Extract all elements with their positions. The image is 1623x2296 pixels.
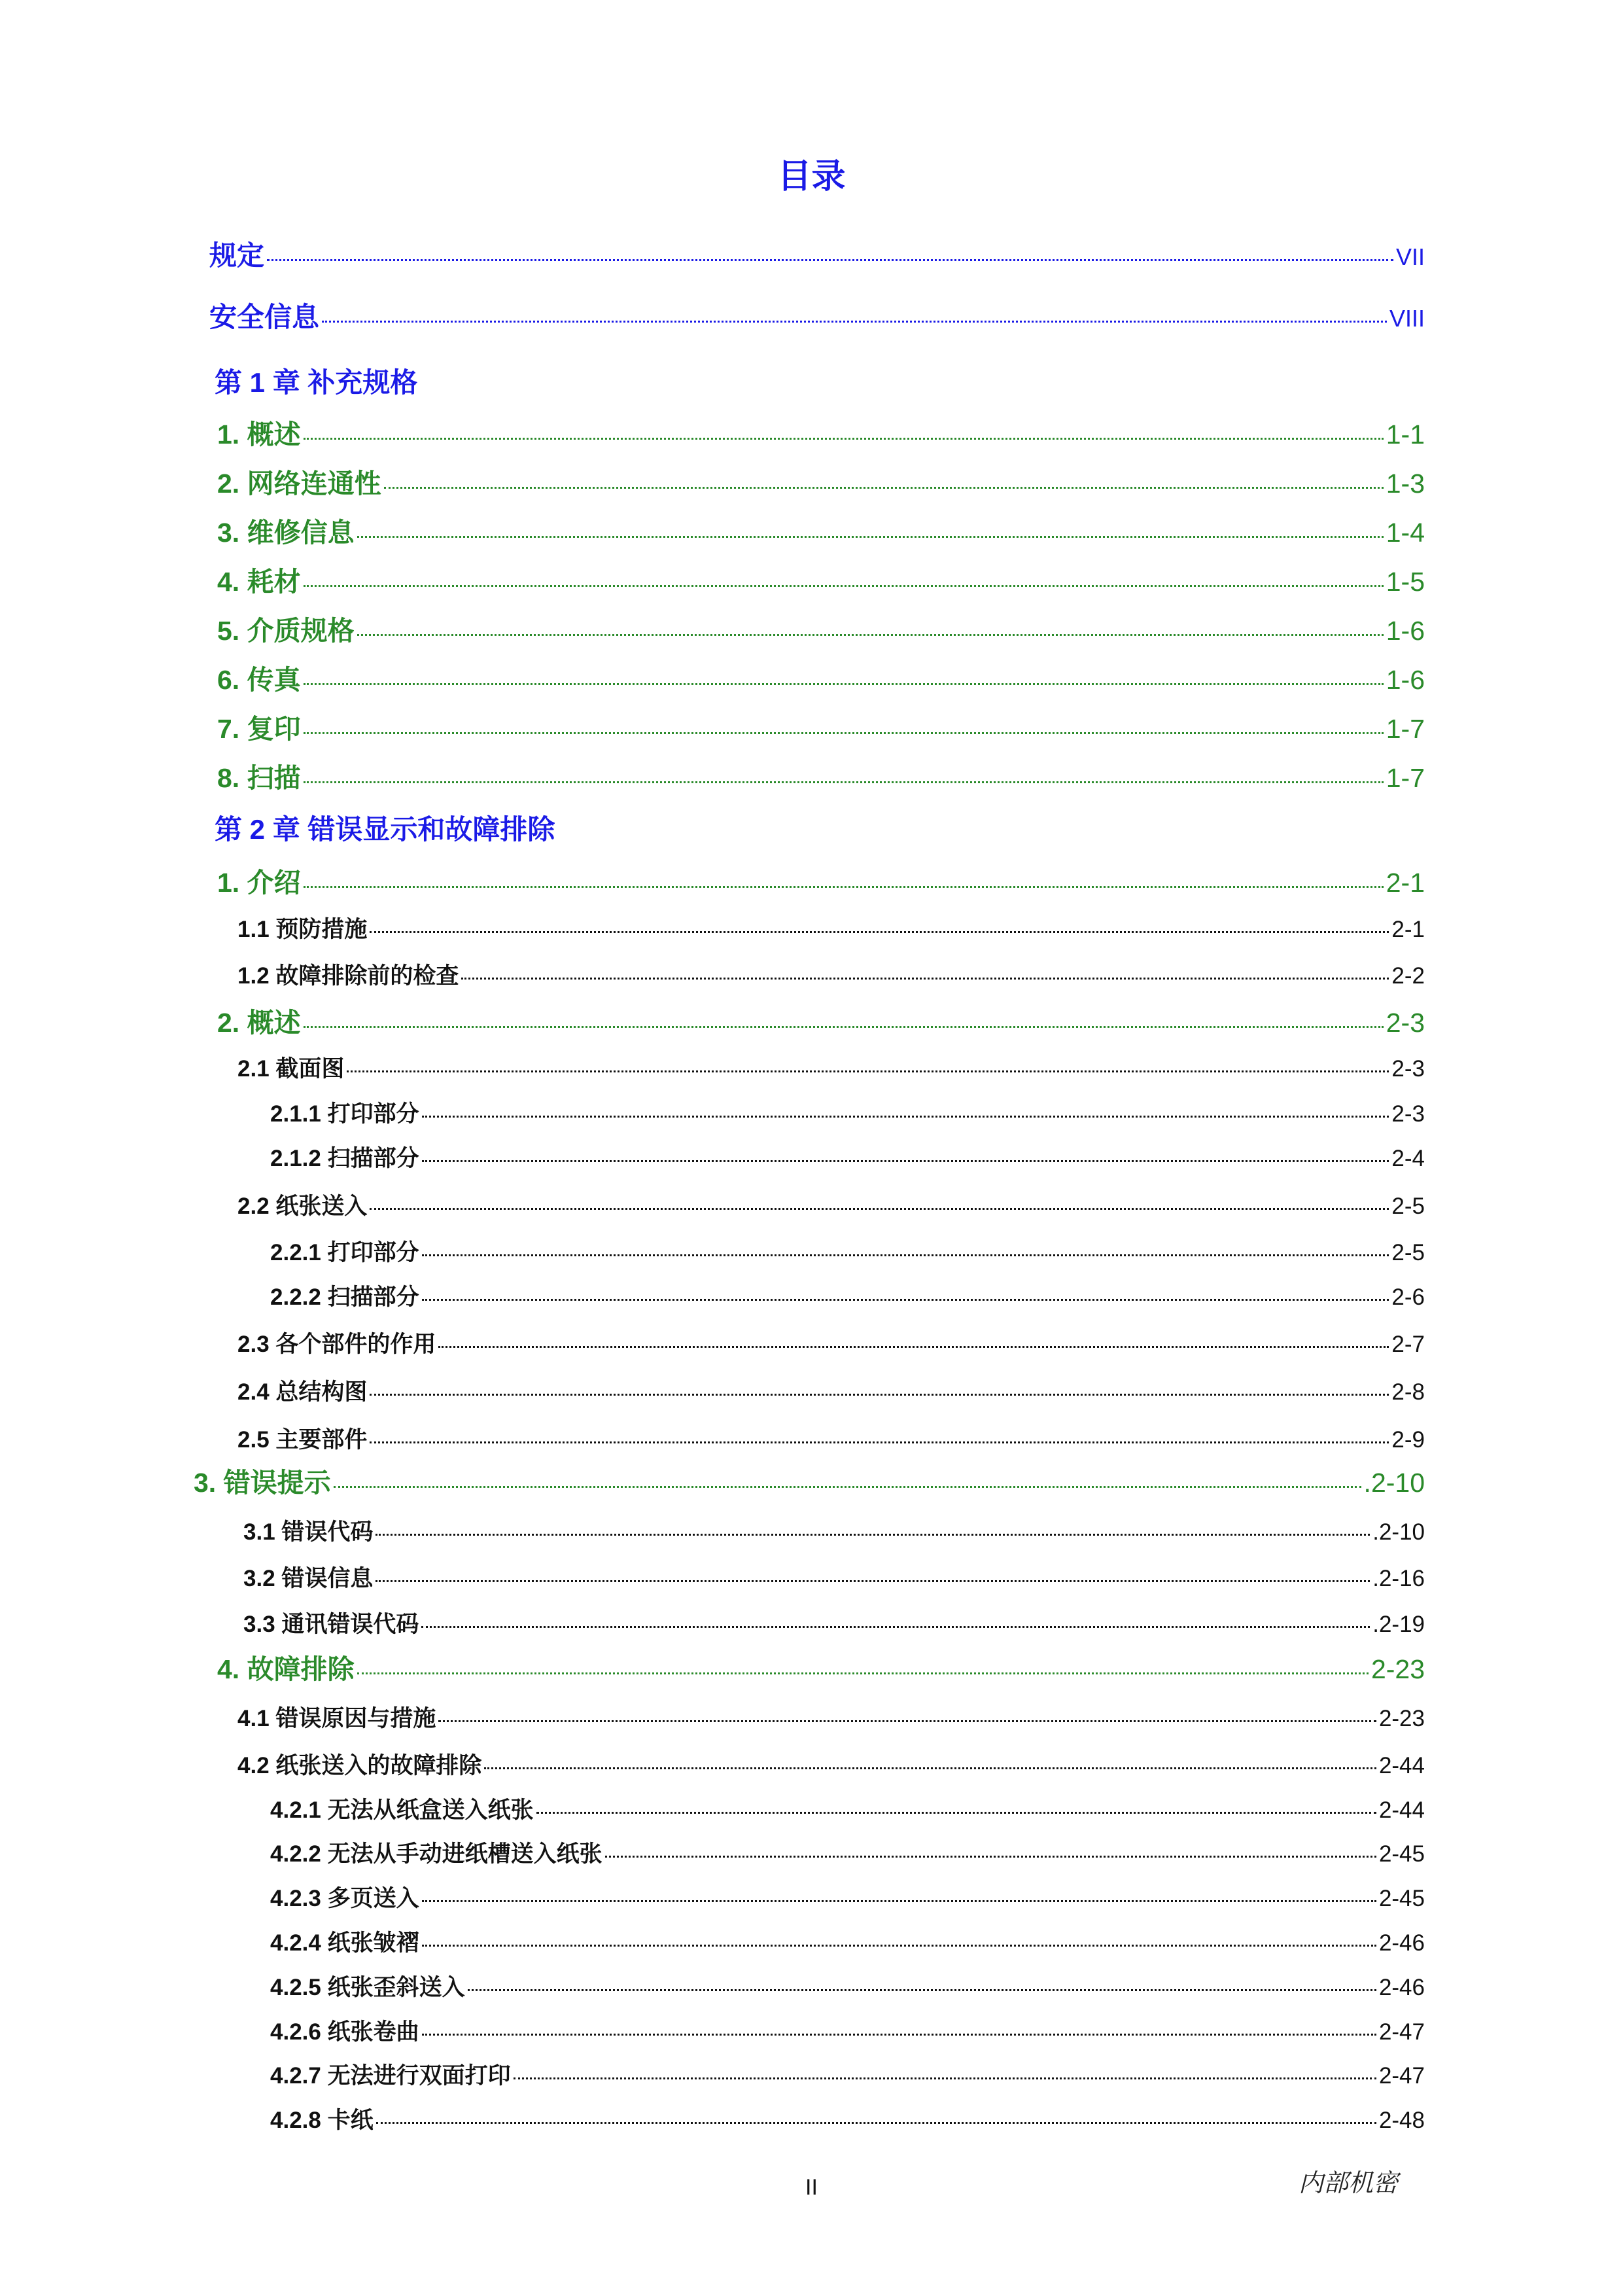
toc-entry-page: 2-48 <box>1378 2108 1425 2133</box>
toc-entry-page: 2-45 <box>1378 1841 1425 1867</box>
dot-leader <box>370 1208 1389 1210</box>
dot-leader <box>370 1394 1389 1396</box>
toc-entry-label: 2. 概述 <box>217 1008 301 1038</box>
toc-entry-label: 安全信息 <box>209 302 320 332</box>
toc-entry-page: 2-47 <box>1378 2063 1425 2089</box>
toc-entry[interactable] <box>217 1001 1425 1040</box>
toc-entry-label: 2.3 各个部件的作用 <box>237 1332 436 1357</box>
toc-entry-label: 2.1 截面图 <box>237 1056 345 1082</box>
toc-entry[interactable] <box>270 1792 1425 1825</box>
toc-entry[interactable] <box>270 1881 1425 1913</box>
toc-entry-label: 4.2.1 无法从纸盒送入纸张 <box>270 1797 534 1823</box>
footer-confidential-label: 内部机密 <box>1299 2168 1399 2197</box>
toc-entry[interactable] <box>270 1925 1425 1958</box>
toc-entry[interactable] <box>217 413 1425 451</box>
toc-entry-label: 2.4 总结构图 <box>237 1379 368 1405</box>
dot-leader <box>304 732 1384 734</box>
toc-entry[interactable] <box>270 1235 1425 1267</box>
toc-entry-label: 1. 介绍 <box>217 868 301 898</box>
dot-leader <box>422 2034 1376 2036</box>
toc-entry[interactable] <box>217 609 1425 648</box>
toc-chapter-label: 第 1 章 补充规格 <box>215 367 418 398</box>
toc-entry-label: 4.2.4 纸张皱褶 <box>270 1930 419 1956</box>
toc-entry[interactable] <box>237 958 1425 991</box>
dot-leader <box>304 438 1384 440</box>
toc-entry-label: 规定 <box>209 240 265 271</box>
toc-entry-page: 2-46 <box>1378 1975 1425 2000</box>
toc-entry[interactable] <box>237 1326 1425 1359</box>
dot-leader <box>438 1346 1389 1348</box>
toc-entry-label: 2.2.1 打印部分 <box>270 1240 419 1265</box>
toc-entry[interactable] <box>217 560 1425 599</box>
dot-leader <box>375 1580 1370 1582</box>
toc-entry[interactable] <box>237 1701 1425 1733</box>
toc-entry-page: 2-47 <box>1378 2019 1425 2045</box>
toc-entry-label: 3. 错误提示 <box>194 1468 331 1498</box>
toc-entry-page: VII <box>1395 243 1425 270</box>
toc-entry-page: .2-10 <box>1363 1468 1425 1498</box>
dot-leader <box>422 1945 1376 1947</box>
footer-page-number: II <box>805 2175 818 2200</box>
toc-entry-page: 1-6 <box>1386 665 1425 695</box>
toc-entry-page: 2-3 <box>1391 1101 1425 1127</box>
toc-entry-page: 2-45 <box>1378 1886 1425 1911</box>
toc-entry-label: 4.1 错误原因与措施 <box>237 1706 436 1731</box>
dot-leader <box>514 2077 1376 2079</box>
toc-entry-label: 7. 复印 <box>217 714 301 744</box>
toc-entry-page: 2-46 <box>1378 1930 1425 1956</box>
dot-leader <box>536 1812 1376 1814</box>
toc-entry-label: 3.2 错误信息 <box>243 1566 374 1591</box>
toc-entry-page: 2-1 <box>1391 917 1425 942</box>
toc-entry-label: 4.2.7 无法进行双面打印 <box>270 2063 511 2089</box>
toc-entry[interactable] <box>243 1561 1425 1593</box>
dot-leader <box>304 781 1384 783</box>
toc-entry-label: 2.5 主要部件 <box>237 1427 368 1453</box>
toc-entry-page: 1-5 <box>1386 567 1425 597</box>
toc-entry-page: 2-7 <box>1391 1332 1425 1357</box>
toc-entry-page: 2-44 <box>1378 1797 1425 1823</box>
toc-entry[interactable] <box>217 707 1425 746</box>
dot-leader <box>357 1672 1369 1674</box>
dot-leader <box>322 321 1387 323</box>
toc-entry-label: 4. 耗材 <box>217 567 301 597</box>
toc-entry-label: 2.1.1 打印部分 <box>270 1101 419 1127</box>
toc-entry-page: 1-7 <box>1386 714 1425 744</box>
dot-leader <box>370 1441 1389 1443</box>
toc-entry-page: .2-19 <box>1372 1612 1425 1637</box>
dot-leader <box>422 1299 1389 1301</box>
dot-leader <box>357 536 1384 538</box>
toc-entry-page: 2-23 <box>1370 1654 1425 1684</box>
toc-entry[interactable] <box>270 1279 1425 1312</box>
dot-leader <box>357 634 1384 636</box>
toc-entry-page: 1-4 <box>1386 518 1425 548</box>
toc-entry-label: 3.3 通讯错误代码 <box>243 1612 419 1637</box>
toc-entry[interactable] <box>270 2102 1425 2135</box>
toc-entry-label: 4.2.8 卡纸 <box>270 2108 374 2133</box>
toc-entry-regulations[interactable] <box>209 234 1425 274</box>
toc-chapter-2[interactable] <box>215 808 555 847</box>
dot-leader <box>370 931 1389 933</box>
dot-leader <box>461 978 1389 980</box>
dot-leader <box>334 1486 1361 1488</box>
toc-entry[interactable] <box>217 861 1425 900</box>
toc-entry-label: 5. 介质规格 <box>217 616 355 646</box>
toc-entry-label: 4.2.5 纸张歪斜送入 <box>270 1975 465 2000</box>
toc-entry-page: 1-7 <box>1386 763 1425 793</box>
toc-entry-label: 3. 维修信息 <box>217 518 355 548</box>
dot-leader <box>304 585 1384 587</box>
dot-leader <box>304 886 1384 888</box>
dot-leader <box>605 1856 1376 1858</box>
toc-entry[interactable] <box>237 1051 1425 1084</box>
toc-entry[interactable] <box>270 2014 1425 2047</box>
toc-entry-label: 4.2.3 多页送入 <box>270 1886 419 1911</box>
toc-entry-page: 2-3 <box>1386 1008 1425 1038</box>
page-title: 目录 <box>777 158 846 196</box>
dot-leader <box>438 1720 1376 1722</box>
toc-entry[interactable] <box>217 658 1425 697</box>
toc-entry[interactable] <box>243 1514 1425 1547</box>
dot-leader <box>376 2122 1376 2124</box>
toc-entry-safety-info[interactable] <box>209 296 1425 335</box>
dot-leader <box>468 1989 1376 1991</box>
toc-entry-page: 2-8 <box>1391 1379 1425 1405</box>
toc-entry[interactable] <box>270 1096 1425 1129</box>
toc-entry[interactable] <box>194 1461 1425 1500</box>
toc-entry-page: 2-23 <box>1378 1706 1425 1731</box>
toc-entry[interactable] <box>217 756 1425 795</box>
toc-entry[interactable] <box>237 1374 1425 1407</box>
toc-entry-page: 1-6 <box>1386 616 1425 646</box>
dot-leader <box>422 1160 1389 1162</box>
dot-leader <box>347 1070 1389 1072</box>
toc-entry-page: VIII <box>1389 305 1425 332</box>
toc-entry[interactable] <box>237 1188 1425 1221</box>
toc-entry[interactable] <box>217 511 1425 550</box>
toc-entry[interactable] <box>270 2058 1425 2091</box>
toc-entry-page: 2-5 <box>1391 1240 1425 1265</box>
toc-chapter-label: 第 2 章 错误显示和故障排除 <box>215 814 555 845</box>
toc-entry-label: 2.2 纸张送入 <box>237 1193 368 1219</box>
toc-entry-page: 2-3 <box>1391 1056 1425 1082</box>
toc-entry-label: 4.2 纸张送入的故障排除 <box>237 1753 482 1778</box>
toc-entry-page: 1-3 <box>1386 468 1425 499</box>
toc-entry-label: 2. 网络连通性 <box>217 468 381 499</box>
toc-entry-page: 2-2 <box>1391 963 1425 989</box>
toc-entry[interactable] <box>217 462 1425 501</box>
toc-entry[interactable] <box>237 1422 1425 1455</box>
toc-entry-page: 1-1 <box>1386 419 1425 450</box>
dot-leader <box>422 1254 1389 1256</box>
toc-chapter-1[interactable] <box>215 361 417 400</box>
toc-entry-page: 2-9 <box>1391 1427 1425 1453</box>
toc-entry[interactable] <box>237 1748 1425 1780</box>
toc-entry-page: .2-10 <box>1372 1519 1425 1545</box>
toc-entry[interactable] <box>243 1606 1425 1639</box>
toc-entry-page: 2-4 <box>1391 1146 1425 1171</box>
toc-entry[interactable] <box>270 1969 1425 2002</box>
dot-leader <box>422 1116 1389 1118</box>
dot-leader <box>422 1900 1376 1902</box>
dot-leader <box>421 1626 1370 1628</box>
toc-entry[interactable] <box>270 1140 1425 1173</box>
toc-entry-label: 1.2 故障排除前的检查 <box>237 963 459 989</box>
dot-leader <box>484 1767 1376 1769</box>
toc-entry-label: 1. 概述 <box>217 419 301 450</box>
toc-entry[interactable] <box>237 911 1425 944</box>
toc-entry-label: 2.2.2 扫描部分 <box>270 1284 419 1310</box>
toc-entry-label: 4.2.6 纸张卷曲 <box>270 2019 419 2045</box>
toc-entry-page: 2-1 <box>1386 868 1425 898</box>
toc-entry-label: 2.1.2 扫描部分 <box>270 1146 419 1171</box>
toc-entry-page: 2-5 <box>1391 1193 1425 1219</box>
dot-leader <box>304 683 1384 685</box>
toc-entry-page: .2-16 <box>1372 1566 1425 1591</box>
toc-entry-page: 2-44 <box>1378 1753 1425 1778</box>
toc-entry-label: 4.2.2 无法从手动进纸槽送入纸张 <box>270 1841 602 1867</box>
dot-leader <box>267 259 1393 261</box>
toc-entry-label: 6. 传真 <box>217 665 301 695</box>
toc-entry-label: 3.1 错误代码 <box>243 1519 374 1545</box>
toc-entry-label: 8. 扫描 <box>217 763 301 793</box>
dot-leader <box>304 1026 1384 1028</box>
toc-entry[interactable] <box>270 1836 1425 1869</box>
dot-leader <box>384 487 1384 489</box>
toc-entry-label: 1.1 预防措施 <box>237 917 368 942</box>
dot-leader <box>375 1534 1370 1536</box>
toc-entry-label: 4. 故障排除 <box>217 1654 355 1684</box>
toc-entry[interactable] <box>217 1648 1425 1686</box>
toc-entry-page: 2-6 <box>1391 1284 1425 1310</box>
